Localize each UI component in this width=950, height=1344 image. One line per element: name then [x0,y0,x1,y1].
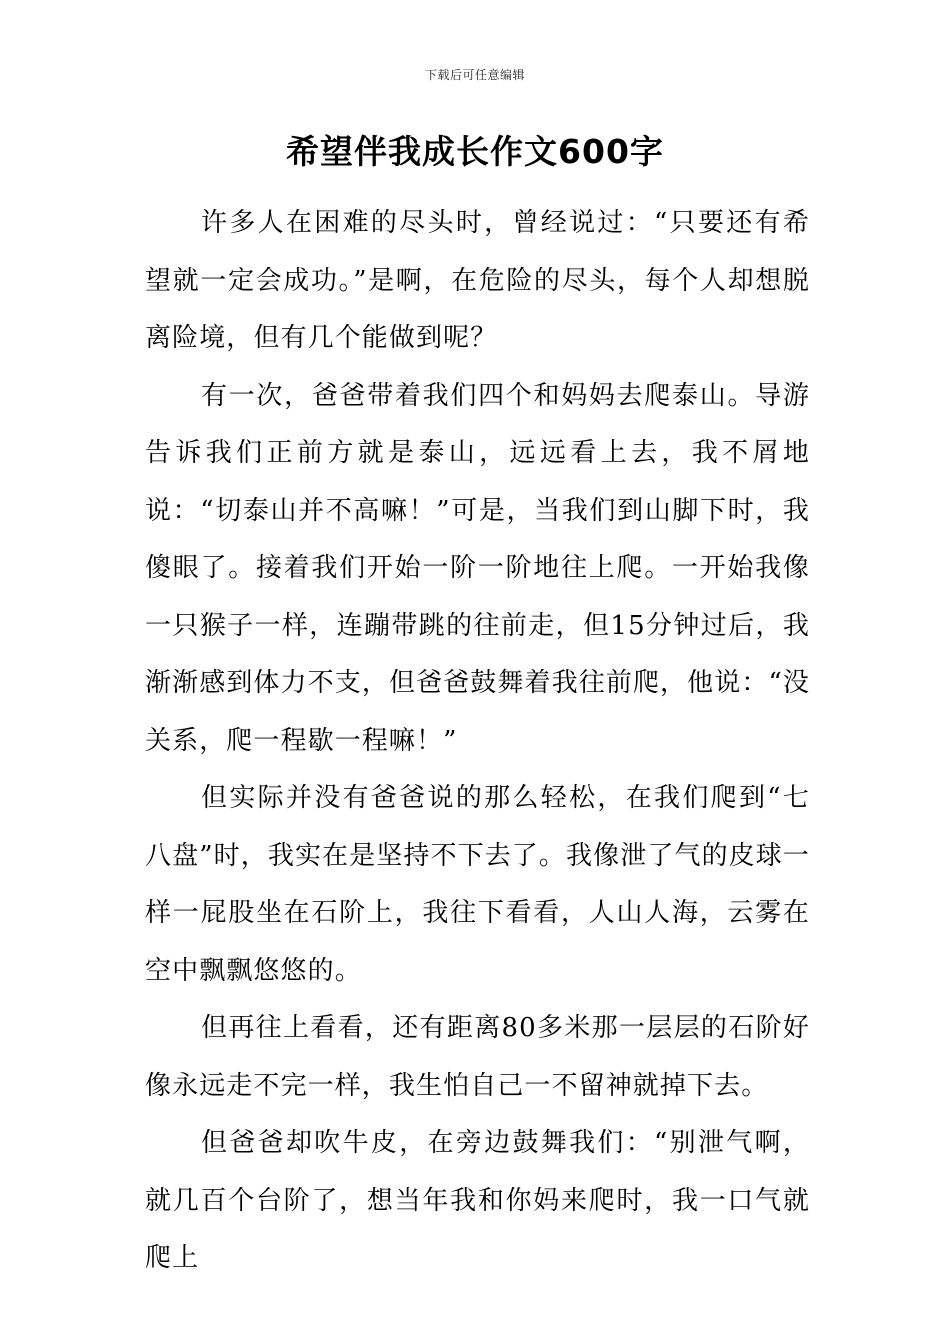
header-note: 下载后可任意编辑 [424,68,525,82]
document-title: 希望伴我成长作文600字 [286,132,664,171]
document-body [145,195,810,1288]
paragraph: 许多人在困难的尽头时，曾经说过：“只要还有希望就一定会成功。”是啊，在危险的尽头，每个人却想脱离险境，但有几个能做到呢？ [145,208,810,353]
paragraph: 但实际并没有爸爸说的那么轻松，在我们爬到“七八盘”时，我实在是坚持不下去了。我像泄了气的皮球一样一屁股坐在石阶上，我往下看看，人山人海，云雾在空中飘飘悠悠的。 [145,783,810,986]
paragraph: 但再往上看看，还有距离80多米那一层层的石阶好像永远走不完一样，我生怕自己一不留神就掉下去。 [145,1013,810,1101]
paragraph: 有一次，爸爸带着我们四个和妈妈去爬泰山。导游告诉我们正前方就是泰山，远远看上去，我不屑地说：“切泰山并不高嘛！”可是，当我们到山脚下时，我傻眼了。接着我们开始一阶一阶地往上爬。一开始我像一只猴子一样，连蹦带跳的往前走，但15分钟过后，我渐渐感到体力不支，但爸爸鼓舞着我往前爬，他说：“没关系，爬一程歇一程嘛！” [145,380,810,756]
paragraph: 但爸爸却吹牛皮，在旁边鼓舞我们：“别泄气啊，就几百个台阶了，想当年我和你妈来爬时，我一口气就爬上 [145,1128,810,1273]
